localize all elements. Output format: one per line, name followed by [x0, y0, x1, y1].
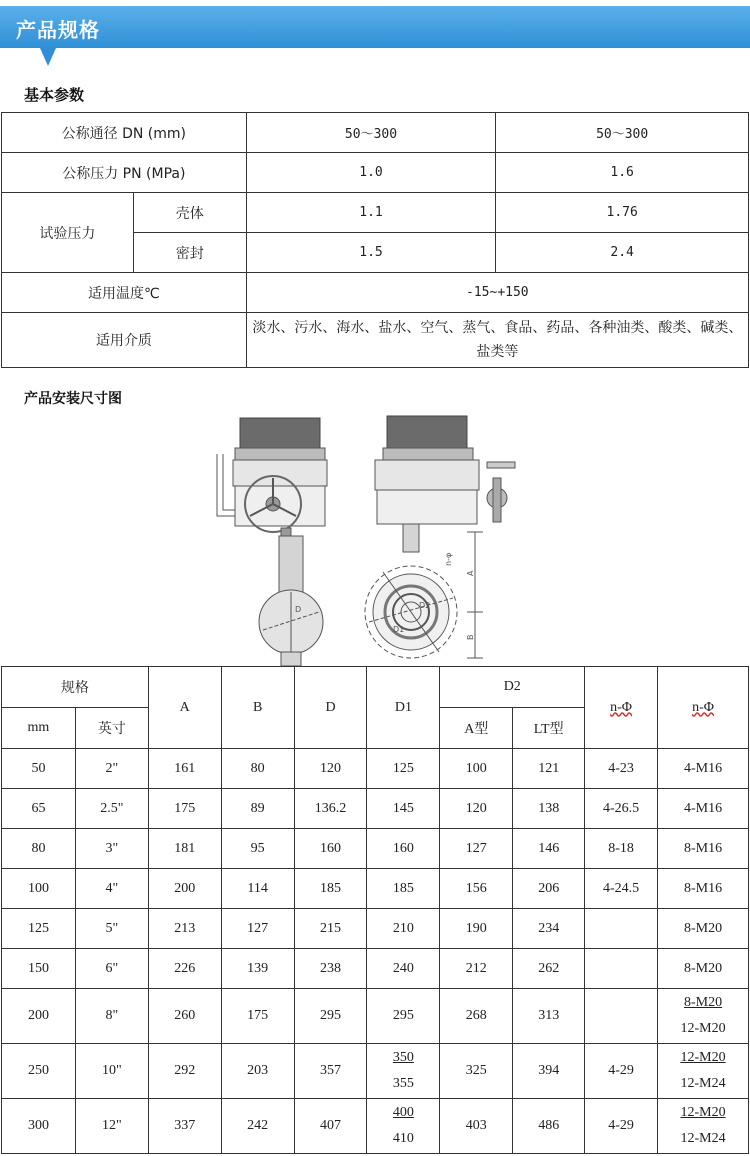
- cell-d2-a: 268: [440, 989, 513, 1044]
- cell-d1: [367, 869, 440, 909]
- table-row: [2, 1099, 749, 1154]
- temp-value: -15~+150: [246, 273, 748, 313]
- cell-d1-value: 145: [392, 800, 414, 816]
- cell-nphi-1: 4-26.5: [585, 789, 658, 829]
- temp-label: 适用温度℃: [2, 273, 247, 313]
- cell-d2-lt: 313: [513, 989, 585, 1044]
- cell-d1-value: 400: [392, 1105, 414, 1120]
- params-row-dn: [2, 113, 749, 153]
- table-row: [2, 989, 749, 1044]
- cell-mm: 250: [2, 1044, 76, 1099]
- table-row: [2, 829, 749, 869]
- seal-label: 密封: [133, 233, 246, 273]
- cell-d: 238: [294, 949, 367, 989]
- cell-b: 114: [221, 869, 294, 909]
- table-row: [2, 949, 749, 989]
- cell-d: 136.2: [294, 789, 367, 829]
- cell-d: 215: [294, 909, 367, 949]
- cell-d2-a: 120: [440, 789, 513, 829]
- label-d: D: [295, 605, 302, 614]
- cell-d1-value: 185: [392, 880, 414, 896]
- cell-nphi-2-value: 8-M16: [683, 880, 723, 896]
- cell-nphi-2: [658, 869, 749, 909]
- cell-nphi-2: [658, 789, 749, 829]
- cell-mm: 300: [2, 1099, 76, 1154]
- cell-b: 95: [221, 829, 294, 869]
- cell-nphi-1: 4-29: [585, 1099, 658, 1154]
- cell-d2-lt: 138: [513, 789, 585, 829]
- label-b: B: [466, 634, 475, 640]
- header-a: A: [148, 667, 221, 749]
- cell-d1-value: 125: [392, 760, 414, 776]
- pn-label: 公称压力 PN (MPa): [2, 153, 247, 193]
- banner-bar: [0, 6, 750, 48]
- cell-a: 181: [148, 829, 221, 869]
- cell-nphi-1: 4-29: [585, 1044, 658, 1099]
- medium-value: 淡水、污水、海水、盐水、空气、蒸气、食品、药品、各种油类、酸类、碱类、盐类等: [246, 313, 748, 368]
- label-d1: D1: [393, 625, 405, 634]
- cell-nphi-2-value: 12-M24: [680, 1076, 726, 1091]
- cell-inch: 6": [75, 949, 148, 989]
- drawing-title: 产品安装尺寸图: [24, 391, 122, 407]
- cell-d1: [367, 989, 440, 1044]
- cell-inch: 12": [75, 1099, 148, 1154]
- cell-d1-value: 210: [392, 920, 414, 936]
- cell-d: 160: [294, 829, 367, 869]
- cell-nphi-2: [658, 749, 749, 789]
- banner-title: 产品规格: [16, 18, 100, 42]
- cell-nphi-2-value: 12-M20: [680, 1050, 726, 1065]
- cell-d2-a: 156: [440, 869, 513, 909]
- dimensions-table: [1, 666, 749, 1154]
- seal-value-1: 1.5: [246, 233, 496, 273]
- params-row-temp: [2, 273, 749, 313]
- cell-nphi-2-value: 4-M16: [683, 800, 723, 816]
- cell-b: 175: [221, 989, 294, 1044]
- label-nphi: n-φ: [444, 552, 453, 566]
- cell-d2-lt: 121: [513, 749, 585, 789]
- dimensions-body: [2, 749, 749, 1154]
- cell-d2-lt: 394: [513, 1044, 585, 1099]
- cell-nphi-2: [658, 949, 749, 989]
- cell-b: 89: [221, 789, 294, 829]
- label-a: A: [466, 570, 475, 576]
- cell-mm: 80: [2, 829, 76, 869]
- table-row: [2, 1044, 749, 1099]
- medium-label: 适用介质: [2, 313, 247, 368]
- shell-value-2: 1.76: [496, 193, 749, 233]
- cell-mm: 50: [2, 749, 76, 789]
- header-inch: 英寸: [75, 708, 148, 749]
- header-nphi-1: n-Φ: [585, 667, 658, 749]
- cell-d2-lt: 262: [513, 949, 585, 989]
- cell-mm: 150: [2, 949, 76, 989]
- cell-d1-value: 350: [392, 1050, 414, 1065]
- cell-a: 200: [148, 869, 221, 909]
- header-spec: 规格: [2, 667, 149, 708]
- section-banner: [0, 0, 750, 52]
- cell-inch: 2": [75, 749, 148, 789]
- cell-d1: [367, 749, 440, 789]
- cell-mm: 125: [2, 909, 76, 949]
- cell-nphi-2-value: 8-M20: [683, 960, 723, 976]
- cell-nphi-2: [658, 829, 749, 869]
- params-row-shell: [2, 193, 749, 233]
- cell-nphi-1: [585, 949, 658, 989]
- cell-nphi-2-value: 4-M16: [683, 760, 723, 776]
- label-d2: D2: [419, 601, 431, 610]
- test-pressure-label: 试验压力: [2, 193, 134, 273]
- cell-d1: [367, 789, 440, 829]
- cell-d1: [367, 909, 440, 949]
- params-table: [1, 112, 749, 368]
- cell-a: 292: [148, 1044, 221, 1099]
- cell-nphi-1: [585, 989, 658, 1044]
- cell-b: 80: [221, 749, 294, 789]
- cell-d1: [367, 1099, 440, 1154]
- cell-d: 120: [294, 749, 367, 789]
- cell-inch: 3": [75, 829, 148, 869]
- cell-inch: 10": [75, 1044, 148, 1099]
- cell-nphi-1: 8-18: [585, 829, 658, 869]
- cell-nphi-2: [658, 1099, 749, 1154]
- cell-nphi-2-value: 8-M16: [683, 840, 723, 856]
- cell-d2-lt: 486: [513, 1099, 585, 1154]
- pn-value-2: 1.6: [496, 153, 749, 193]
- cell-d2-a: 127: [440, 829, 513, 869]
- header-d2-lt: LT型: [513, 708, 585, 749]
- cell-b: 242: [221, 1099, 294, 1154]
- header-d1: D1: [367, 667, 440, 749]
- cell-nphi-2-value: 12-M20: [680, 1021, 726, 1036]
- table-row: [2, 749, 749, 789]
- side-view: [217, 418, 327, 666]
- header-d2: D2: [440, 667, 585, 708]
- cell-nphi-2: [658, 989, 749, 1044]
- dn-value-2: 50～300: [496, 113, 749, 153]
- cell-d1-value: 160: [392, 840, 414, 856]
- header-nphi-2: n-Φ: [658, 667, 749, 749]
- cell-d: 357: [294, 1044, 367, 1099]
- cell-d1: [367, 949, 440, 989]
- banner-arrow: [40, 48, 56, 66]
- cell-nphi-2-value: 12-M24: [680, 1131, 726, 1146]
- cell-d: 295: [294, 989, 367, 1044]
- params-row-medium: [2, 313, 749, 368]
- cell-d2-lt: 146: [513, 829, 585, 869]
- header-d: D: [294, 667, 367, 749]
- cell-a: 337: [148, 1099, 221, 1154]
- cell-nphi-2-value: 8-M20: [683, 920, 723, 936]
- header-d2-a: A型: [440, 708, 513, 749]
- cell-mm: 100: [2, 869, 76, 909]
- cell-d1-value: 295: [392, 1008, 414, 1023]
- cell-inch: 2.5": [75, 789, 148, 829]
- cell-b: 139: [221, 949, 294, 989]
- cell-d1-value: 410: [392, 1131, 414, 1146]
- header-row-1: [2, 667, 749, 708]
- cell-d1-value: 355: [392, 1076, 414, 1091]
- table-row: [2, 789, 749, 829]
- params-title: 基本参数: [24, 86, 85, 104]
- cell-inch: 4": [75, 869, 148, 909]
- seal-value-2: 2.4: [496, 233, 749, 273]
- cell-a: 260: [148, 989, 221, 1044]
- cell-inch: 8": [75, 989, 148, 1044]
- cell-nphi-1: 4-23: [585, 749, 658, 789]
- cell-nphi-2: [658, 909, 749, 949]
- cell-nphi-2: [658, 1044, 749, 1099]
- cell-d2-lt: 206: [513, 869, 585, 909]
- cell-inch: 5": [75, 909, 148, 949]
- cell-d2-a: 325: [440, 1044, 513, 1099]
- table-row: [2, 909, 749, 949]
- dn-value-1: 50～300: [246, 113, 496, 153]
- front-view: [365, 416, 515, 658]
- cell-d1: [367, 1044, 440, 1099]
- cell-nphi-2-value: 8-M20: [683, 995, 723, 1010]
- cell-a: 213: [148, 909, 221, 949]
- cell-d2-a: 100: [440, 749, 513, 789]
- cell-d: 407: [294, 1099, 367, 1154]
- cell-a: 175: [148, 789, 221, 829]
- cell-b: 203: [221, 1044, 294, 1099]
- params-row-pn: [2, 153, 749, 193]
- header-mm: mm: [2, 708, 76, 749]
- cell-d2-lt: 234: [513, 909, 585, 949]
- cell-b: 127: [221, 909, 294, 949]
- cell-d2-a: 212: [440, 949, 513, 989]
- header-b: B: [221, 667, 294, 749]
- dn-label: 公称通径 DN (mm): [2, 113, 247, 153]
- pn-value-1: 1.0: [246, 153, 496, 193]
- shell-value-1: 1.1: [246, 193, 496, 233]
- table-row: [2, 869, 749, 909]
- cell-mm: 65: [2, 789, 76, 829]
- cell-mm: 200: [2, 989, 76, 1044]
- shell-label: 壳体: [133, 193, 246, 233]
- cell-a: 226: [148, 949, 221, 989]
- cell-d: 185: [294, 869, 367, 909]
- cell-d1-value: 240: [392, 960, 414, 976]
- cell-nphi-1: 4-24.5: [585, 869, 658, 909]
- cell-d1: [367, 829, 440, 869]
- cell-d2-a: 190: [440, 909, 513, 949]
- cell-nphi-2-value: 12-M20: [680, 1105, 726, 1120]
- installation-drawing: [205, 412, 535, 666]
- cell-a: 161: [148, 749, 221, 789]
- cell-nphi-1: [585, 909, 658, 949]
- cell-d2-a: 403: [440, 1099, 513, 1154]
